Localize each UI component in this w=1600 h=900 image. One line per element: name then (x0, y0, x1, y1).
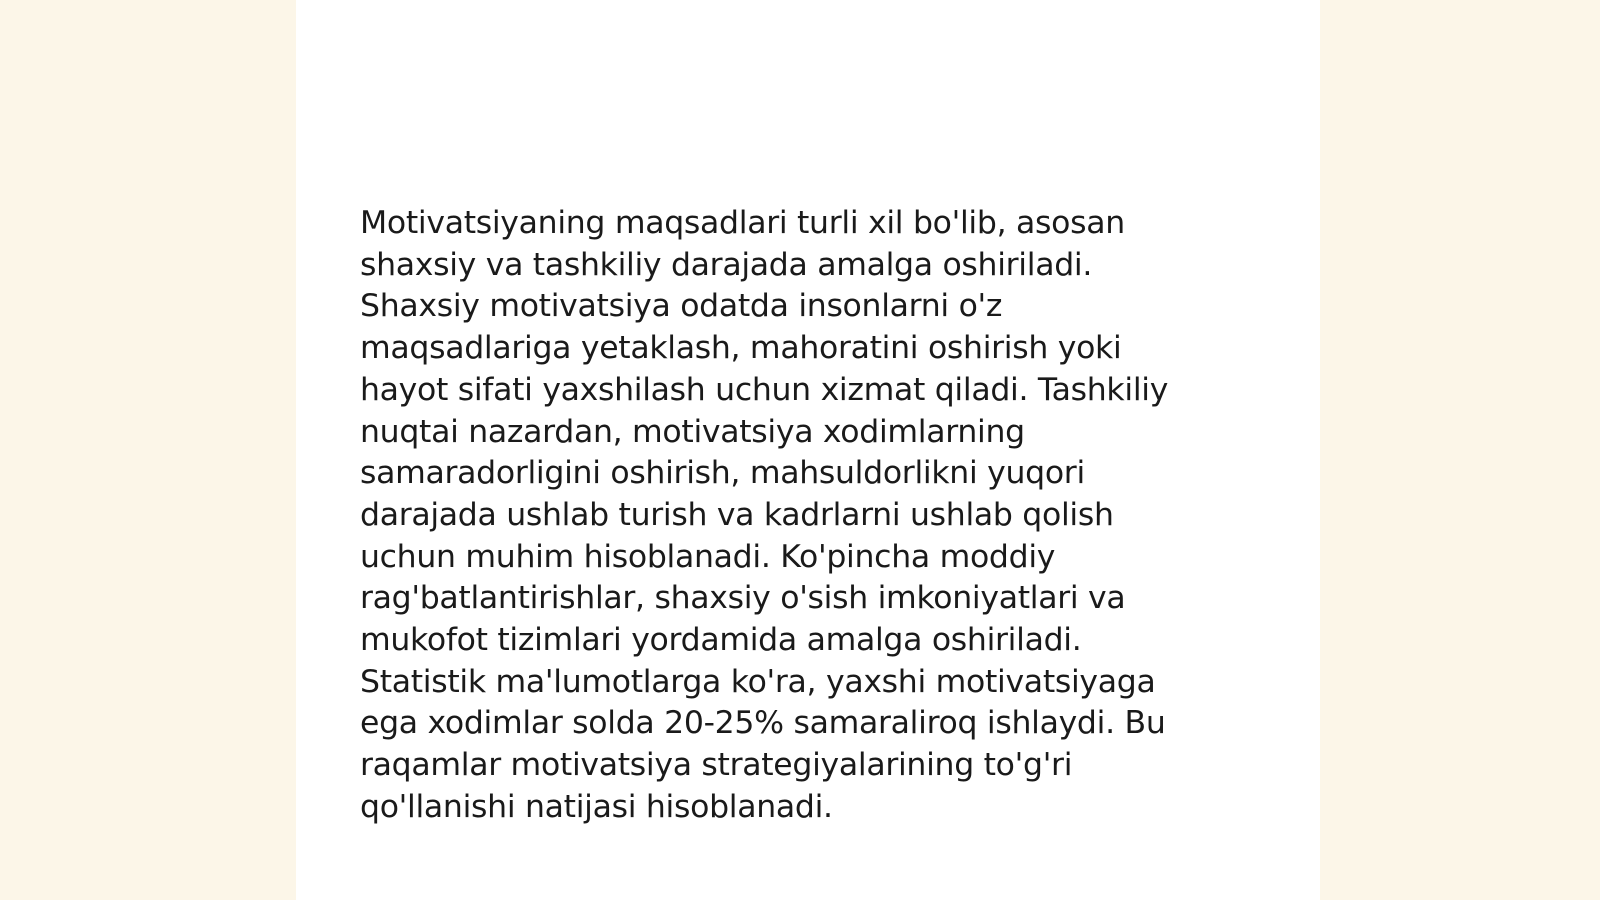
text-line: hayot sifati yaxshilash uchun xizmat qiladi. Tashkiliy (360, 371, 1169, 408)
text-line: qo'llanishi natijasi hisoblanadi. (360, 788, 833, 825)
text-line: rag'batlantirishlar, shaxsiy o'sish imkoniyatlari va (360, 580, 1126, 617)
text-line: uchun muhim hisoblanadi. Ko'pincha moddiy (360, 538, 1056, 575)
text-line: Motivatsiyaning maqsadlari turli xil bo'lib, asosan (360, 205, 1125, 241)
text-line: samaradorligini oshirish, mahsuldorlikni yuqori (360, 455, 1085, 492)
slide-body-text (360, 203, 1210, 829)
text-line: shaxsiy va tashkiliy darajada amalga oshiriladi. (360, 246, 1093, 283)
text-line: nuqtai nazardan, motivatsiya xodimlarning (360, 413, 1025, 450)
slide (296, 0, 1320, 900)
text-line: maqsadlariga yetaklash, mahoratini oshirish yoki (360, 330, 1122, 367)
text-line: Shaxsiy motivatsiya odatda insonlarni o'z (360, 288, 1003, 325)
text-line: ega xodimlar solda 20-25% samaraliroq ishlaydi. Bu (360, 705, 1166, 742)
text-line: darajada ushlab turish va kadrlarni ushlab qolish (360, 496, 1114, 533)
text-line: Statistik ma'lumotlarga ko'ra, yaxshi motivatsiyaga (360, 663, 1156, 700)
text-line: raqamlar motivatsiya strategiyalarining to'g'ri (360, 747, 1073, 784)
text-line: mukofot tizimlari yordamida amalga oshiriladi. (360, 622, 1082, 659)
